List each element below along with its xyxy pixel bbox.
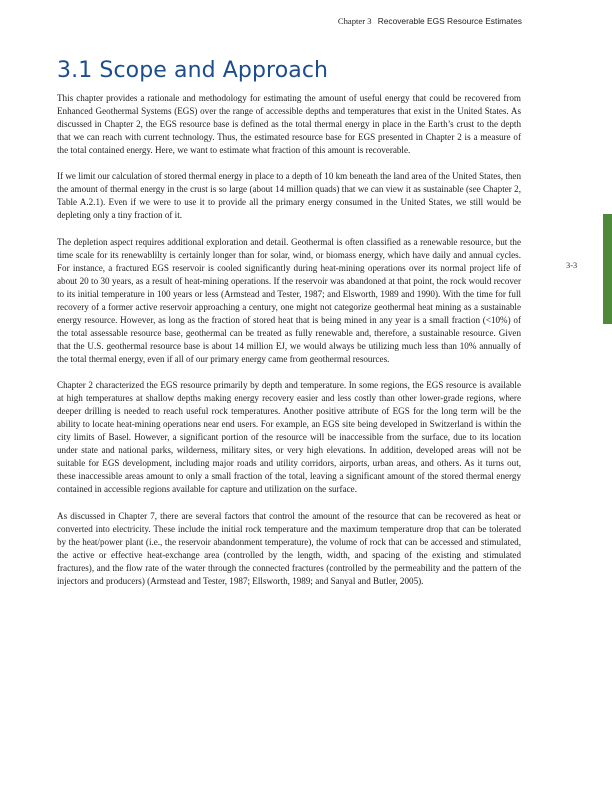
running-header-title: Recoverable EGS Resource Estimates — [377, 16, 522, 26]
page-number: 3-3 — [566, 261, 578, 270]
paragraph-3: The depletion aspect requires additional exploration and detail. Geothermal is often classified as a renewable resource, but the time scale for its renewablilty is certainly longer than for solar, wind, or biomass energy, which have daily and annual cycles. For instance, a fractured EGS reservoir is cooled significantly during heat-mining operations over its normal project life of about 20 to 30 years, as a result of heat-mining operations. If the reservoir was abandoned at that point, the rock would recover to its initial temperature in 100 years or less (Armstead and Tester, 1987; and Elsworth, 1989 and 1990). With the time for full recovery of a former active reservoir approaching a century, one might not categorize geothermal heat mining as a sustainable energy resource. However, as long as the fraction of stored heat that is being mined in any year is a small fraction (<10%) of the total assessable resource base, geothermal can be treated as fully renewable and, therefore, a sustainable resource. Given that the U.S. geothermal resource base is about 14 million EJ, we would always be utilizing much less than 10% annually of the total thermal energy, even if all of our primary energy came from geothermal resources. — [57, 236, 521, 364]
paragraph-1: This chapter provides a rationale and methodology for estimating the amount of useful energy that could be recovered from Enhanced Geothermal Systems (EGS) over the range of accessible depths and temperatures that exist in the United States. As discussed in Chapter 2, the EGS resource base is defined as the total thermal energy in place in the Earth’s crust to the depth that we can reach with current technology. Thus, the estimated resource base for EGS presented in Chapter 2 is a measure of the total contained energy. Here, we want to estimate what fraction of this amount is recoverable. — [57, 93, 521, 156]
paragraph-5: As discussed in Chapter 7, there are several factors that control the amount of the resource that can be recovered as heat or converted into electricity. These include the initial rock temperature and the maximum temperature drop that can be tolerated by the heat/power plant (i.e., the reservoir abandonment temperature), the volume of rock that can be accessed and stimulated, the active or effective heat-exchange area (controlled by the length, width, and spacing of the existing and stimulated fractures), and the flow rate of the water through the connected fractures (controlled by the permeability and the pattern of the injectors and producers) (Armstead and Tester, 1987; Ellsworth, 1989; and Sanyal and Butler, 2005). — [57, 510, 521, 586]
chapter-side-tab — [603, 214, 612, 324]
paragraph-2: If we limit our calculation of stored thermal energy in place to a depth of 10 km beneath the land area of the United States, then the amount of thermal energy in the crust is so large (about 14 million quads) that we can view it as sustainable (see Chapter 2, Table A.2.1). Even if we were to use it to provide all the primary energy consumed in the United States, we still would be depleting only a tiny fraction of it. — [57, 171, 521, 221]
body-text — [57, 92, 521, 601]
running-header-chapter: Chapter 3 — [337, 16, 372, 26]
paragraph-4: Chapter 2 characterized the EGS resource primarily by depth and temperature. In some regions, the EGS resource is available at high temperatures at shallow depths making energy recovery easier and less costly than other lower-grade regions, where deeper drilling is needed to reach useful rock temperatures. Another positive attribute of EGS for the long term will be the ability to locate heat-mining operations near end users. For example, an EGS site being developed in Switzerland is within the city limits of Basel. However, a significant portion of the resource will be inaccessible from the surface, due to its location under state and national parks, wilderness, military sites, or very high elevations. In addition, developed areas will not be suitable for EGS development, including major roads and utility corridors, airports, urban areas, and others. As it turns out, these inaccessible areas amount to only a small fraction of the total, leaving a significant amount of the stored thermal energy contained in accessible regions available for capture and utilization on the surface. — [57, 380, 521, 495]
running-header — [338, 16, 522, 26]
section-title: 3.1 Scope and Approach — [57, 58, 329, 83]
